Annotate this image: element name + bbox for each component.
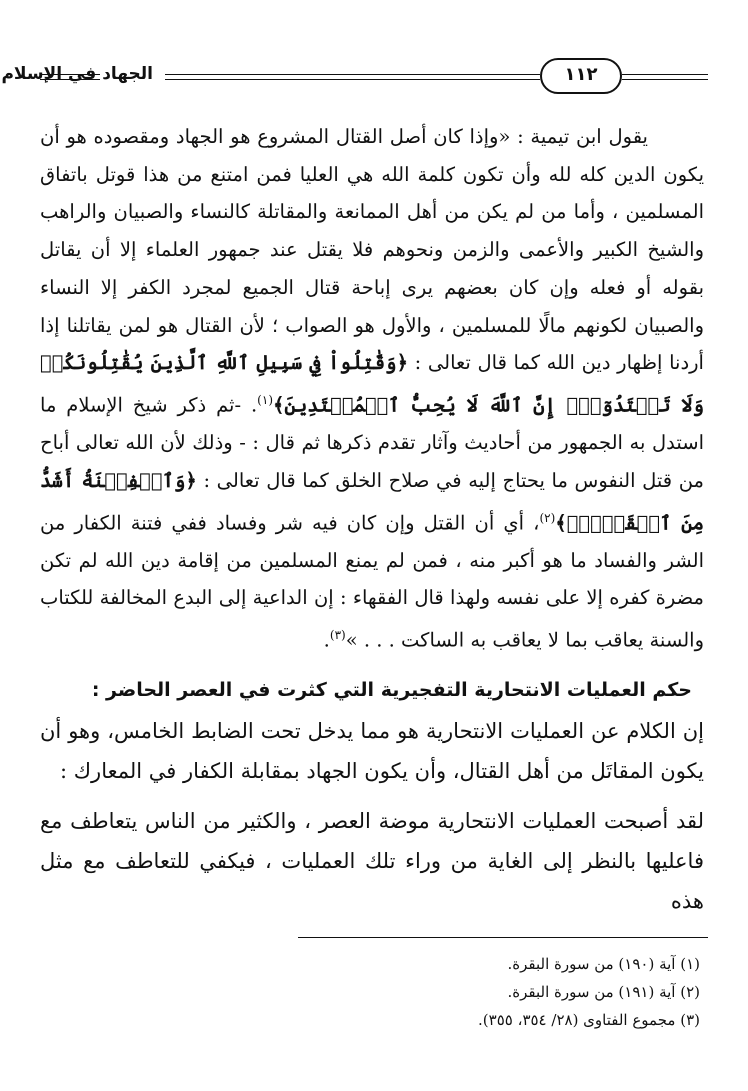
header-rule-left-top: [40, 74, 100, 75]
header-rule-middle-top: [165, 74, 540, 75]
ibn-taymiyya-quote-paragraph: [40, 118, 704, 659]
suicide-operations-paragraph: إن الكلام عن العمليات الانتحارية هو مما يدخل تحت الضابط الخامس، وهو أن يكون المقاتَل من أهل القتال، وأن يكون الجهاد بمقابلة الكفار في المعارك :: [40, 719, 704, 784]
quran-verse-191: ﴿وَٱلۡفِتۡنَةُ أَشَدُّ مِنَ ٱلۡقَتۡلِۚ﴾: [40, 468, 704, 535]
footnote-1: (١) آية (١٩٠) من سورة البقرة.: [507, 955, 700, 973]
book-title: الجهاد في الإسلام: [1, 64, 153, 84]
header-rule-right-top: [622, 74, 708, 75]
header-rule-right-bottom: [622, 79, 708, 80]
page-number: ١١٢: [540, 58, 622, 94]
running-header: [1, 58, 708, 98]
paragraph-gap: [40, 791, 704, 801]
footnotes: [50, 950, 700, 1034]
footnote-3: (٣) مجموع الفتاوى (٢٨/ ٣٥٤، ٣٥٥).: [478, 1011, 700, 1029]
quote-text-part1: يقول ابن تيمية : «وإذا كان أصل القتال المشروع هو الجهاد ومقصوده هو أن يكون الدين كله لله وأن تكون كلمة الله هي العليا فمن امتنع من هذا قوتل باتفاق المسلمين ، وأما من لم يكن من أهل الممانعة والمقاتلة كالنساء والصبيان والراهب والشيخ الكبير والأعمى والزمن ونحوهم فلا يقتل عند جمهور العلماء إلا أن يقاتل بقوله أو فعله وإن كان بعضهم يرى إباحة قتال الجميع لمجرد الكفر إلا النساء والصبيان لكونهم مالًا للمسلمين ، والأول هو الصواب ؛ لأن القتال هو لمن يقاتلنا إذا أردنا إظهار دين الله كما قال تعالى :: [40, 125, 704, 375]
section-heading: حكم العمليات الانتحارية التفجيرية التي كثرت في العصر الحاضر :: [91, 679, 692, 702]
quote-text-part2: . -ثم ذكر شيخ الإسلام ما استدل به الجمهور من أحاديث وآثار تقدم ذكرها ثم قال : - وذلك لأن الله تعالى أباح من قتل النفوس ما يحتاج إليه في صلاح الخلق كما قال تعالى :: [40, 393, 704, 492]
footnote-divider: [298, 937, 708, 938]
footnote-ref-3[interactable]: (٣): [329, 628, 346, 643]
quote-text-close: .: [323, 628, 330, 652]
footnote-ref-2[interactable]: (٢): [539, 510, 556, 525]
quote-text-part3: ، أي أن القتل وإن كان فيه شر وفساد ففي فتنة الكفار من الشر والفساد ما هو أكبر منه ، فمن لم يمنع المسلمين من إقامة دين الله لم تكن مضرة كفره إلا على نفسه ولهذا قال الفقهاء : إن الداعية إلى البدع المخالفة للكتاب والسنة يعاقب بما لا يعاقب به الساكت . . . »: [40, 511, 704, 652]
quran-verse-190: ﴿وَقَٰتِلُواْ فِي سَبِيلِ ٱللَّهِ ٱلَّذِينَ يُقَٰتِلُونَكُمۡ وَلَا تَعۡتَدُوٓاْۚ إِنَّ ٱللَّهَ لَا يُحِبُّ ٱلۡمُعۡتَدِينَ﴾: [40, 351, 705, 417]
header-rule-left-bottom: [40, 79, 100, 80]
footnote-ref-1[interactable]: (١): [257, 392, 273, 407]
modern-trend-paragraph: لقد أصبحت العمليات الانتحارية موضة العصر ، والكثير من الناس يتعاطف مع فاعليها بالنظر إلى الغاية من وراء تلك العمليات ، فيكفي للتعاطف مع مثل هذه: [40, 809, 704, 914]
main-text: [40, 118, 704, 921]
header-rule-middle-bottom: [165, 79, 540, 80]
footnote-2: (٢) آية (١٩١) من سورة البقرة.: [507, 983, 700, 1001]
